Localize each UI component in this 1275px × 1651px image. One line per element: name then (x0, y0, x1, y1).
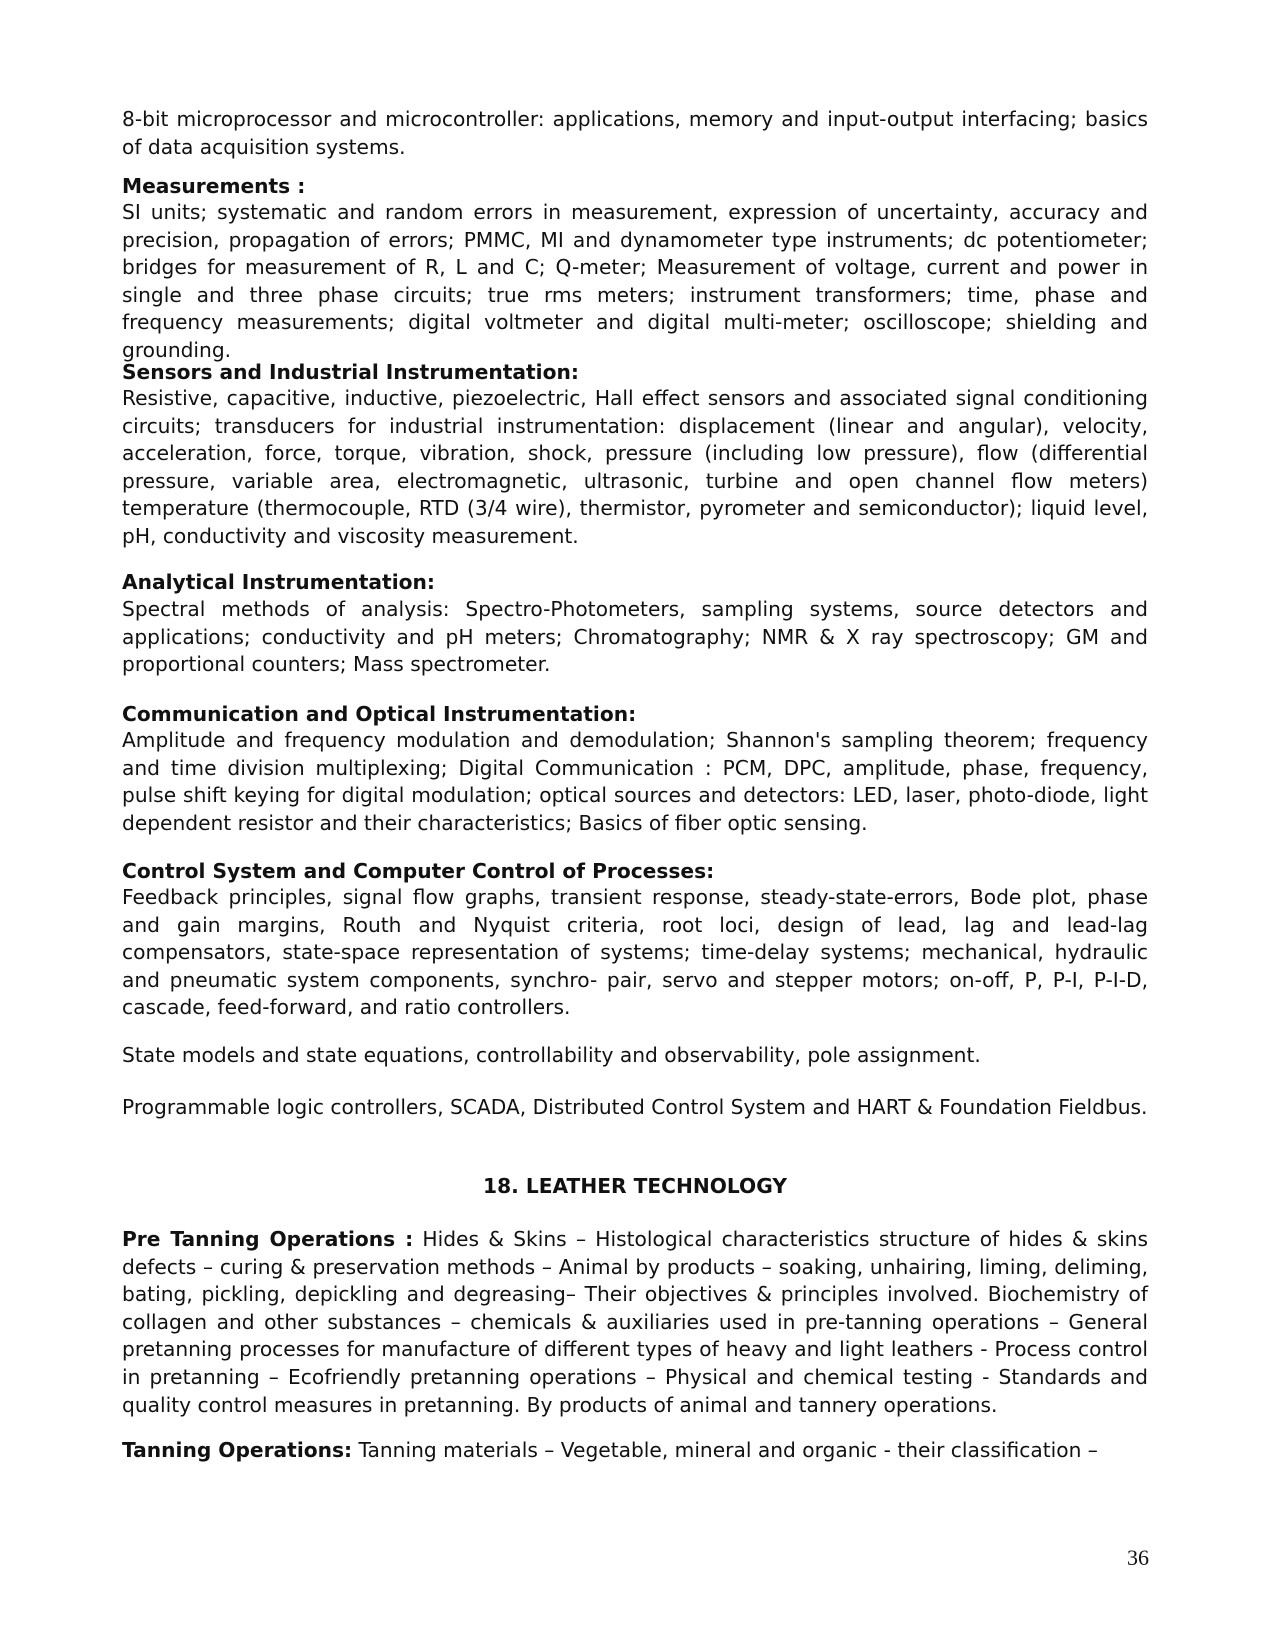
section-body-communication: Amplitude and frequency modulation and demodulation; Shannon's sampling theorem; frequency and time division multiplexing; Digital Communication : PCM, DPC, amplitude, phase, frequency, pulse shift keying for digital modulation; optical sources and detectors: LED, laser, photo-diode, light dependent resistor and their characteristics; Basics of fiber optic sensing. (122, 728, 1148, 835)
chapter-title: 18. LEATHER TECHNOLOGY (483, 1174, 787, 1198)
pre-tanning-lead: Pre Tanning Operations : (122, 1227, 414, 1251)
intro-paragraph: 8-bit microprocessor and microcontroller: applications, memory and input-output interfacing; basics of data acquisition systems. (122, 107, 1148, 159)
section-body-analytical: Spectral methods of analysis: Spectro-Photometers, sampling systems, source detectors and applications; conductivity and pH meters; Chromatography; NMR & X ray spectroscopy; GM and proportional counters; Mass spectrometer. (122, 597, 1148, 677)
pre-tanning-text: Hides & Skins – Histological characteristics structure of hides & skins defects – curing & preservation methods – Animal by products – soaking, unhairing, liming, deliming, bating, pickling, depickling and degreasing– Their objectives & principles involved. Biochemistry of collagen and other substances – chemicals & auxiliaries used in pre-tanning operations – General pretanning processes for manufacture of different types of heavy and light leathers - Process control in pretanning – Ecofriendly pretanning operations – Physical and chemical testing - Standards and quality control measures in pretanning. By products of animal and tannery operations. (122, 1227, 1148, 1417)
page-number: 36 (1127, 1545, 1149, 1570)
section-body-sensors: Resistive, capacitive, inductive, piezoelectric, Hall effect sensors and associated signal conditioning circuits; transducers for industrial instrumentation: displacement (linear and angular), velocity, acceleration, force, torque, vibration, shock, pressure (including low pressure), flow (differential pressure, variable area, electromagnetic, ultrasonic, turbine and open channel flow meters) temperature (thermocouple, RTD (3/4 wire), thermistor, pyrometer and semiconductor); liquid level, pH, conductivity and viscosity measurement. (122, 386, 1148, 548)
section-heading-control: Control System and Computer Control of Processes: (122, 859, 715, 883)
section-heading-measurements: Measurements : (122, 174, 306, 198)
section-heading-analytical: Analytical Instrumentation: (122, 570, 435, 594)
section-body-control: Feedback principles, signal flow graphs, transient response, steady-state-errors, Bode plot, phase and gain margins, Routh and Nyquist criteria, root loci, design of lead, lag and lead-lag compensators, state-space representation of systems; time-delay systems; mechanical, hydraulic and pneumatic system components, synchro- pair, servo and stepper motors; on-off, P, P-I, P-I-D, cascade, feed-forward, and ratio controllers. (122, 885, 1148, 1020)
paragraph-plc: Programmable logic controllers, SCADA, Distributed Control System and HART & Foundation Fieldbus. (122, 1095, 1148, 1119)
paragraph-state-models: State models and state equations, controllability and observability, pole assignment. (122, 1043, 981, 1067)
section-heading-sensors: Sensors and Industrial Instrumentation: (122, 360, 579, 384)
section-heading-communication: Communication and Optical Instrumentation: (122, 702, 637, 726)
tanning-lead: Tanning Operations: (122, 1438, 353, 1462)
paragraph-pre-tanning (122, 1226, 1148, 1419)
section-body-measurements: SI units; systematic and random errors in measurement, expression of uncertainty, accuracy and precision, propagation of errors; PMMC, MI and dynamometer type instruments; dc potentiometer; bridges for measurement of R, L and C; Q-meter; Measurement of voltage, current and power in single and three phase circuits; true rms meters; instrument transformers; time, phase and frequency measurements; digital voltmeter and digital multi-meter; oscilloscope; shielding and grounding. (122, 200, 1148, 362)
paragraph-tanning (122, 1437, 1148, 1465)
tanning-text: Tanning materials – Vegetable, mineral and organic - their classification – (352, 1438, 1098, 1462)
